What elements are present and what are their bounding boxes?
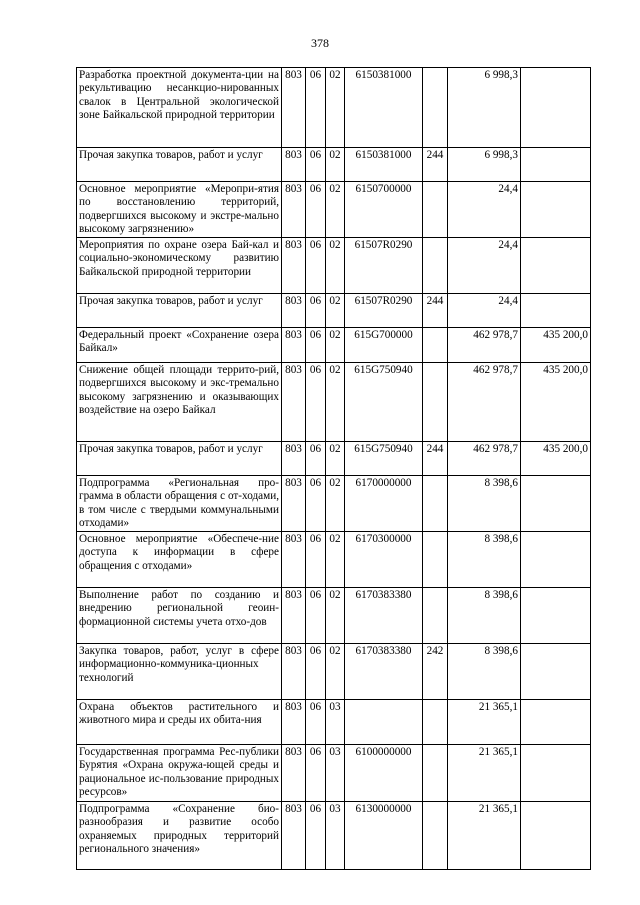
table-body	[77, 68, 591, 870]
table-row	[77, 238, 591, 294]
target-article-cell: 615G750940	[345, 442, 423, 476]
subsection-code-cell: 02	[326, 532, 345, 588]
target-article-cell: 6150381000	[345, 68, 423, 148]
expense-name-cell: Мероприятия по охране озера Бай-кал и социально-экономическому развитию Байкальской природной территории	[77, 238, 282, 294]
amount-2-cell	[521, 532, 591, 588]
grbs-code-cell: 803	[282, 476, 306, 532]
section-code-cell: 06	[306, 700, 326, 745]
amount-1-cell: 462 978,7	[448, 328, 521, 363]
amount-1-cell: 8 398,6	[448, 644, 521, 700]
section-code-cell: 06	[306, 148, 326, 182]
table-row	[77, 182, 591, 238]
expense-type-cell	[423, 68, 448, 148]
amount-2-cell	[521, 476, 591, 532]
table-row	[77, 802, 591, 870]
amount-1-cell: 8 398,6	[448, 476, 521, 532]
expense-type-cell	[423, 182, 448, 238]
grbs-code-cell: 803	[282, 644, 306, 700]
expense-name-cell: Выполнение работ по созданию и внедрению региональной геоин-формационной системы учета отхо-дов	[77, 588, 282, 644]
subsection-code-cell: 02	[326, 238, 345, 294]
amount-2-cell	[521, 802, 591, 870]
amount-1-cell: 462 978,7	[448, 442, 521, 476]
table-row	[77, 476, 591, 532]
expense-type-cell: 244	[423, 442, 448, 476]
amount-2-cell	[521, 644, 591, 700]
table-row	[77, 68, 591, 148]
subsection-code-cell: 03	[326, 700, 345, 745]
expense-name-cell: Охрана объектов растительного и животного мира и среды их обита-ния	[77, 700, 282, 745]
section-code-cell: 06	[306, 802, 326, 870]
expense-type-cell	[423, 802, 448, 870]
grbs-code-cell: 803	[282, 363, 306, 442]
expense-type-cell	[423, 700, 448, 745]
grbs-code-cell: 803	[282, 68, 306, 148]
grbs-code-cell: 803	[282, 745, 306, 802]
subsection-code-cell: 02	[326, 363, 345, 442]
expense-name-cell: Государственная программа Рес-публики Бурятия «Охрана окружа-ющей среды и рациональное ис-пользование природных ресурсов»	[77, 745, 282, 802]
subsection-code-cell: 02	[326, 294, 345, 328]
grbs-code-cell: 803	[282, 700, 306, 745]
amount-2-cell	[521, 148, 591, 182]
grbs-code-cell: 803	[282, 802, 306, 870]
amount-2-cell	[521, 294, 591, 328]
amount-1-cell: 24,4	[448, 182, 521, 238]
expense-name-cell: Снижение общей площади террито-рий, подвергшихся высокому и экс-тремально высокому загрязнению и оказывающих воздействие на озеро Байкал	[77, 363, 282, 442]
amount-1-cell: 8 398,6	[448, 588, 521, 644]
expense-name-cell: Прочая закупка товаров, работ и услуг	[77, 148, 282, 182]
subsection-code-cell: 02	[326, 148, 345, 182]
grbs-code-cell: 803	[282, 294, 306, 328]
expense-type-cell	[423, 328, 448, 363]
expense-type-cell	[423, 532, 448, 588]
table-row	[77, 442, 591, 476]
grbs-code-cell: 803	[282, 148, 306, 182]
table-row	[77, 588, 591, 644]
amount-2-cell: 435 200,0	[521, 442, 591, 476]
expense-type-cell	[423, 363, 448, 442]
expense-type-cell	[423, 476, 448, 532]
target-article-cell: 61507R0290	[345, 294, 423, 328]
subsection-code-cell: 02	[326, 328, 345, 363]
expense-type-cell: 242	[423, 644, 448, 700]
subsection-code-cell: 02	[326, 476, 345, 532]
subsection-code-cell: 02	[326, 588, 345, 644]
expense-name-cell: Разработка проектной документа-ции на рекультивацию несанкцио-нированных свалок в Центральной экологической зоне Байкальской природной территории	[77, 68, 282, 148]
subsection-code-cell: 02	[326, 182, 345, 238]
section-code-cell: 06	[306, 363, 326, 442]
amount-1-cell: 21 365,1	[448, 700, 521, 745]
expense-name-cell: Основное мероприятие «Меропри-ятия по восстановлению территорий, подвергшихся высокому и экстре-мально высокому загрязнению»	[77, 182, 282, 238]
section-code-cell: 06	[306, 644, 326, 700]
section-code-cell: 06	[306, 68, 326, 148]
section-code-cell: 06	[306, 745, 326, 802]
target-article-cell: 6150700000	[345, 182, 423, 238]
target-article-cell: 6170000000	[345, 476, 423, 532]
target-article-cell: 6150381000	[345, 148, 423, 182]
table-row	[77, 532, 591, 588]
target-article-cell: 6170383380	[345, 644, 423, 700]
target-article-cell: 61507R0290	[345, 238, 423, 294]
amount-2-cell	[521, 68, 591, 148]
subsection-code-cell: 02	[326, 68, 345, 148]
grbs-code-cell: 803	[282, 532, 306, 588]
expense-name-cell: Прочая закупка товаров, работ и услуг	[77, 442, 282, 476]
table-row	[77, 148, 591, 182]
amount-1-cell: 6 998,3	[448, 148, 521, 182]
amount-1-cell: 24,4	[448, 238, 521, 294]
table-row	[77, 328, 591, 363]
section-code-cell: 06	[306, 328, 326, 363]
section-code-cell: 06	[306, 476, 326, 532]
target-article-cell: 6100000000	[345, 745, 423, 802]
subsection-code-cell: 03	[326, 802, 345, 870]
page-number: 378	[311, 36, 329, 50]
amount-2-cell: 435 200,0	[521, 363, 591, 442]
section-code-cell: 06	[306, 588, 326, 644]
expense-name-cell: Основное мероприятие «Обеспече-ние доступа к информации в сфере обращения с отходами»	[77, 532, 282, 588]
grbs-code-cell: 803	[282, 182, 306, 238]
amount-1-cell: 6 998,3	[448, 68, 521, 148]
target-article-cell	[345, 700, 423, 745]
expense-type-cell: 244	[423, 148, 448, 182]
table-row	[77, 745, 591, 802]
budget-table	[76, 67, 591, 870]
target-article-cell: 615G700000	[345, 328, 423, 363]
table-row	[77, 644, 591, 700]
section-code-cell: 06	[306, 532, 326, 588]
target-article-cell: 6170383380	[345, 588, 423, 644]
table-row	[77, 363, 591, 442]
amount-2-cell	[521, 588, 591, 644]
expense-name-cell: Прочая закупка товаров, работ и услуг	[77, 294, 282, 328]
expense-type-cell: 244	[423, 294, 448, 328]
target-article-cell: 6170300000	[345, 532, 423, 588]
amount-1-cell: 8 398,6	[448, 532, 521, 588]
section-code-cell: 06	[306, 182, 326, 238]
target-article-cell: 615G750940	[345, 363, 423, 442]
table-row	[77, 700, 591, 745]
amount-2-cell	[521, 182, 591, 238]
subsection-code-cell: 02	[326, 644, 345, 700]
amount-1-cell: 21 365,1	[448, 802, 521, 870]
amount-2-cell	[521, 745, 591, 802]
expense-type-cell	[423, 238, 448, 294]
expense-name-cell: Федеральный проект «Сохранение озера Байкал»	[77, 328, 282, 363]
amount-1-cell: 24,4	[448, 294, 521, 328]
amount-1-cell: 462 978,7	[448, 363, 521, 442]
expense-type-cell	[423, 588, 448, 644]
amount-2-cell	[521, 238, 591, 294]
target-article-cell: 6130000000	[345, 802, 423, 870]
grbs-code-cell: 803	[282, 442, 306, 476]
amount-2-cell: 435 200,0	[521, 328, 591, 363]
amount-2-cell	[521, 700, 591, 745]
grbs-code-cell: 803	[282, 328, 306, 363]
section-code-cell: 06	[306, 294, 326, 328]
expense-type-cell	[423, 745, 448, 802]
section-code-cell: 06	[306, 442, 326, 476]
grbs-code-cell: 803	[282, 588, 306, 644]
expense-name-cell: Подпрограмма «Сохранение био-разнообразия и развитие особо охраняемых природных территорий регионального значения»	[77, 802, 282, 870]
table-row	[77, 294, 591, 328]
expense-name-cell: Закупка товаров, работ, услуг в сфере информационно-коммуника-ционных технологий	[77, 644, 282, 700]
expense-name-cell: Подпрограмма «Региональная про-грамма в области обращения с от-ходами, в том числе с твердыми коммунальными отходами»	[77, 476, 282, 532]
grbs-code-cell: 803	[282, 238, 306, 294]
section-code-cell: 06	[306, 238, 326, 294]
amount-1-cell: 21 365,1	[448, 745, 521, 802]
subsection-code-cell: 02	[326, 442, 345, 476]
subsection-code-cell: 03	[326, 745, 345, 802]
